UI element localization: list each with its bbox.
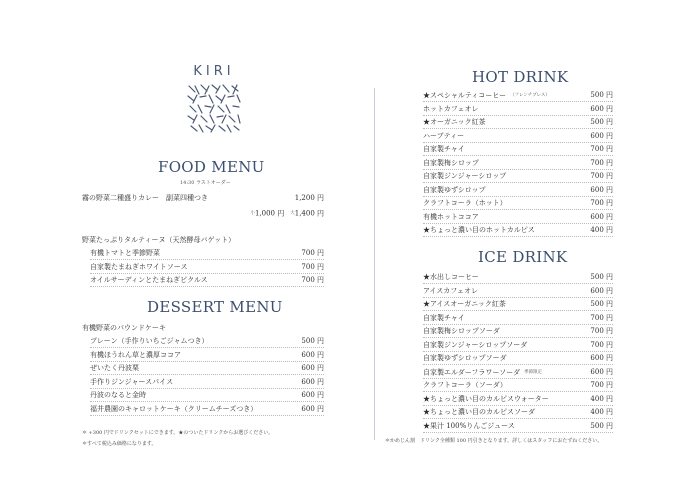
menu-item-price: 700 円 [301,262,324,271]
menu-item [423,422,613,431]
menu-item-label: ★ちょっと濃い目のカルピスソーダ [423,408,535,416]
dotted-separator [423,209,613,210]
menu-item [423,341,613,350]
menu-item [90,351,324,360]
dotted-separator [90,415,324,416]
menu-item [423,132,613,141]
menu-item-price: 500 円 [590,91,613,99]
dotted-separator [423,115,613,116]
brand-name: KIRI [193,64,235,79]
menu-item-label: ★果汁 100%りんごジュース [423,421,515,430]
menu-item-price: 600 円 [590,354,613,362]
menu-item-price: 600 円 [590,185,613,194]
menu-item [90,364,324,373]
curry-price: 1,200 円 [294,194,324,202]
menu-item-price: 600 円 [301,391,324,399]
menu-item-label: 自家製ジンジャーシロップ [423,172,507,180]
menu-item-label: ★水出しコーヒー [423,273,479,281]
menu-item-price: 600 円 [301,350,324,359]
menu-item-label: 丹波のなると金時 [90,391,146,399]
menu-item-price: 600 円 [301,404,324,413]
menu-item-label: 福井農園のキャロットケーキ（クリームチーズつき） [90,404,258,413]
dotted-separator [423,405,613,406]
dotted-separator [423,337,613,338]
menu-item-label: ★ちょっと濃い目のホットカルピス [423,226,535,234]
pound-cake-title: 有機野菜のパウンドケーキ [82,324,166,332]
menu-item-price: 600 円 [301,364,324,372]
dotted-separator [90,388,324,389]
menu-item-price: 600 円 [590,131,613,140]
menu-item-label: 自家製たまねぎホワイトソース [90,262,188,271]
dotted-separator [90,347,324,348]
menu-item-price: 400 円 [590,394,613,403]
menu-item-label: ホットカフェオレ [423,104,479,113]
menu-item [423,327,613,336]
dotted-separator [423,364,613,365]
dotted-separator [423,283,613,284]
menu-item-label: クラフトコーラ（ソーダ） [423,381,507,389]
dotted-separator [423,182,613,183]
dotted-separator [90,401,324,402]
menu-item [423,395,613,404]
menu-item [423,273,613,282]
menu-item [423,314,613,323]
menu-item-price: 700 円 [590,381,613,389]
menu-item-label: アイスカフェオレ [423,286,478,295]
menu-item [423,287,613,296]
drink-note: ＊かめじん割 ドリンク全種類 100 円引きとなります。詳しくはスタッフにおたずねください。 [385,438,603,444]
menu-item [90,337,324,346]
dessert-note-2: ＊すべて税込み価格になります。 [82,441,157,447]
dotted-separator [423,142,613,143]
menu-item [423,91,613,101]
menu-item-price: 700 円 [590,199,613,207]
menu-item-price: 600 円 [590,104,613,113]
menu-item-price: 500 円 [590,118,613,126]
menu-item [423,199,613,208]
menu-item-label: 自家製梅シロップソーダ [423,327,500,335]
menu-item-price: 400 円 [590,226,613,234]
hot-drink-title: HOT DRINK [472,68,569,86]
menu-item-label: ぜいたく丹波栗 [90,364,139,372]
dotted-separator [90,273,324,274]
dotted-separator [423,418,613,419]
menu-item [423,159,613,168]
menu-item-price: 600 円 [590,286,613,295]
size-small: 小1,000 円 [250,209,285,218]
dotted-separator [90,374,324,375]
menu-item-price: 600 円 [590,212,613,221]
dotted-separator [423,155,613,156]
dotted-separator [423,236,613,237]
menu-item-label: 手作りジンジャースパイス [90,377,174,386]
brand [178,64,250,134]
menu-item-price: 600 円 [301,377,324,386]
dotted-separator [423,196,613,197]
menu-item-price: 700 円 [301,276,324,284]
menu-item-label: ハーブティー [423,131,465,140]
menu-item-label: 自家製ジンジャーシロップソーダ [423,340,528,349]
food-menu-title: FOOD MENU [158,158,265,176]
menu-item-price: 700 円 [301,249,324,257]
menu-item [423,226,613,235]
menu-item-price: 700 円 [590,340,613,349]
dotted-separator [423,324,613,325]
ice-drink-title: ICE DRINK [478,248,568,266]
dotted-separator [90,286,324,287]
dotted-separator [423,351,613,352]
menu-item-label: オイルサーディンとたまねぎピクルス [90,276,208,284]
dotted-separator [90,259,324,260]
menu-item-price: 500 円 [301,337,324,345]
dotted-separator [423,391,613,392]
size-large: 大1,400 円 [290,209,324,218]
dotted-separator [423,310,613,311]
menu-item [423,381,613,390]
dessert-menu-title: DESSERT MENU [147,298,283,316]
menu-item-label: 自家製エルダーフラワーソーダ 季節限定 [423,368,543,376]
menu-item-label: プレーン（手作りいちごジャムつき） [90,337,209,345]
menu-item [90,378,324,387]
menu-item [423,354,613,363]
menu-item-price: 500 円 [590,300,613,308]
menu-item-label: 自家製チャイ [423,145,465,153]
curry-row [82,194,324,203]
menu-item-label: ★オーガニック紅茶 [423,118,486,126]
dotted-separator [423,128,613,129]
curry-sizes [218,209,324,219]
menu-item-label: 有機ホットココア [423,212,479,221]
menu-item-label: 自家製チャイ [423,313,465,322]
menu-item [423,213,613,222]
dessert-note-1: ＊ +300 円でドリンクセットにできます。★のついたドリンクからお選びください。 [82,430,274,436]
menu-item-tag: 季節限定 [524,369,543,375]
menu-item-label: ★ちょっと濃い目のカルピスウォーター [423,394,549,403]
menu-item [90,263,324,272]
menu-item-price: 700 円 [590,158,613,167]
menu-item-price: 500 円 [590,273,613,281]
menu-item [90,405,324,414]
menu-item-label: ★スペシャルティコーヒー （フレンチプレス） [423,91,550,100]
dotted-separator [423,101,613,102]
menu-item [90,391,324,400]
menu-item [90,249,324,258]
menu-item-label: 有機ほうれん草と濃厚ココア [90,350,181,359]
menu-item-label: クラフトコーラ（ホット） [423,199,507,207]
dotted-separator [423,297,613,298]
tartine-title: 野菜たっぷりタルティーヌ（天然酵母バゲット） [82,236,236,244]
menu-item-price: 700 円 [590,327,613,335]
menu-item-label: ★アイスオーガニック紅茶 [423,300,506,308]
dotted-separator [423,432,613,433]
kiri-logo-icon [185,82,243,134]
menu-item-tag: （フレンチプレス） [510,93,550,98]
menu-item [90,276,324,285]
menu-item-price: 700 円 [590,172,613,180]
menu-item-label: 有機トマトと季節野菜 [90,249,160,257]
menu-item-label: 自家製ゆずシロップ [423,185,486,194]
menu-item-price: 600 円 [590,367,613,376]
menu-item [423,172,613,181]
menu-item-price: 700 円 [590,313,613,322]
menu-item-price: 400 円 [590,408,613,416]
dotted-separator [90,361,324,362]
menu-item [423,105,613,114]
menu-item [423,145,613,154]
dotted-separator [423,169,613,170]
menu-item-price: 500 円 [590,421,613,430]
menu-item-label: 自家製ゆずシロップソーダ [423,354,507,362]
column-divider [374,88,375,440]
dotted-separator [423,223,613,224]
dotted-separator [423,378,613,379]
menu-item [423,408,613,417]
menu-item [423,186,613,195]
menu-item-label: 自家製梅シロップ [423,158,479,167]
curry-label: 霧の野菜二種盛りカレー 副菜四種つき [82,194,208,202]
menu-item [423,300,613,309]
menu-item-price: 700 円 [590,145,613,153]
menu-item [423,118,613,127]
food-last-order: 14:30 ラストオーダー [180,180,231,186]
menu-item [423,368,613,378]
